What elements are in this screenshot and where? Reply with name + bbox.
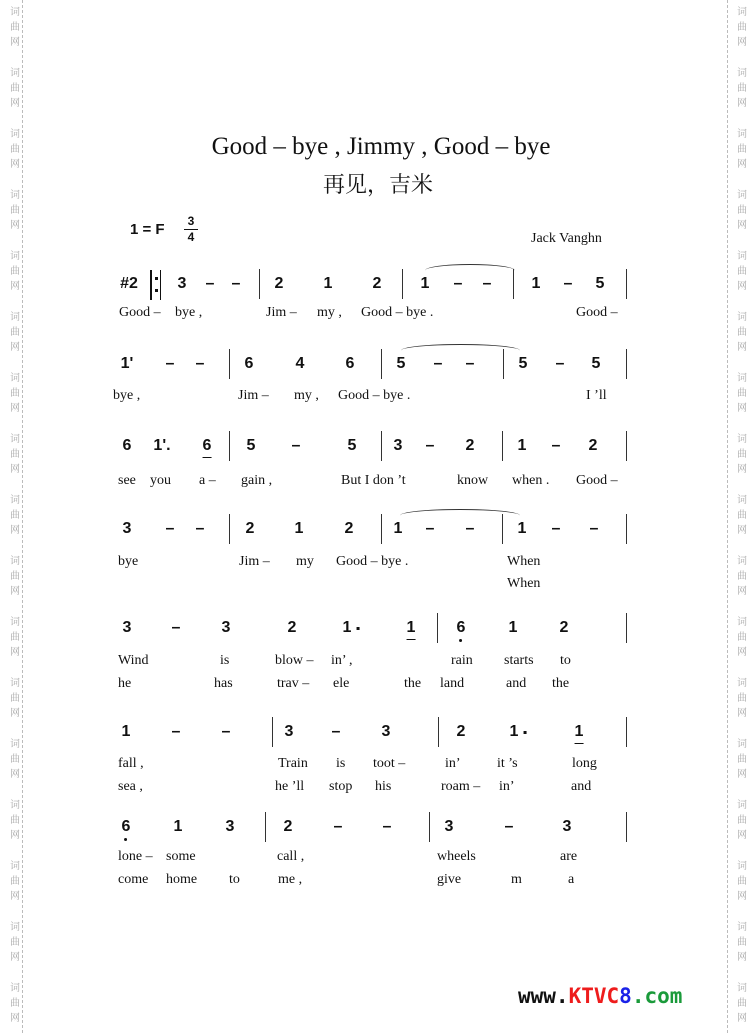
lyric-word: wheels	[437, 849, 476, 864]
key-signature: 1 = F	[130, 221, 165, 238]
side-watermark: 词 曲 网	[10, 434, 20, 475]
side-watermark: 词 曲 网	[10, 739, 20, 780]
lyric-word: home	[166, 872, 198, 887]
lyric-word: bye ,	[175, 305, 203, 320]
side-watermark: 词 曲 网	[737, 129, 747, 170]
lyric-word: bye	[118, 554, 139, 569]
lyric-word: know	[457, 473, 489, 488]
barline	[259, 269, 260, 299]
barline	[229, 431, 230, 461]
dash-extension: –	[453, 275, 463, 292]
lyric-word: the	[552, 676, 570, 691]
note: 1	[517, 520, 527, 537]
lyric-word: Good – bye .	[336, 554, 409, 569]
side-watermark: 词 曲 网	[737, 373, 747, 414]
lyric-word: to	[229, 872, 240, 887]
lyric-word: Good – bye .	[361, 305, 434, 320]
barline	[381, 514, 382, 544]
lyric-word: the	[404, 676, 422, 691]
lyric-word: my	[296, 554, 314, 569]
side-watermark: 词 曲 网	[737, 983, 747, 1024]
lyric-word: it ’s	[497, 756, 518, 771]
time-signature-top: 3	[187, 214, 195, 228]
lyric-word: a	[568, 872, 575, 887]
side-watermark: 词 曲 网	[10, 373, 20, 414]
key-prefix: #2	[120, 275, 138, 292]
lyric-word: ele	[333, 676, 350, 691]
barline	[229, 514, 230, 544]
side-watermark: 词 曲 网	[737, 739, 747, 780]
dash-extension: –	[291, 437, 301, 454]
lyric-word: bye ,	[113, 388, 141, 403]
lyric-word: m	[511, 872, 522, 887]
dash-extension: –	[382, 818, 392, 835]
barline	[265, 812, 266, 842]
lyric-word: are	[560, 849, 578, 864]
barline	[626, 514, 627, 544]
dash-extension: –	[433, 355, 443, 372]
lyric-word: When	[507, 554, 541, 569]
note: 2	[287, 619, 297, 636]
site-c: C	[606, 984, 620, 1008]
site-watermark	[518, 984, 682, 1008]
dash-extension: –	[425, 520, 435, 537]
note: 2	[344, 520, 354, 537]
lyric-word: in’ ,	[331, 653, 353, 668]
lyric-word: gain ,	[241, 473, 273, 488]
note: 1	[508, 619, 518, 636]
note: 3	[381, 723, 391, 740]
barline	[229, 349, 230, 379]
note: 5	[518, 355, 528, 372]
lyric-word: a –	[199, 473, 216, 488]
side-watermark: 词 曲 网	[737, 861, 747, 902]
site-ktv: KTV	[568, 984, 607, 1008]
barline	[626, 269, 627, 299]
side-watermark: 词 曲 网	[737, 495, 747, 536]
dash-extension: –	[551, 520, 561, 537]
barline	[272, 717, 273, 747]
note: 1	[510, 723, 519, 741]
lyric-word: fall ,	[118, 756, 144, 771]
side-watermark: 词 曲 网	[10, 251, 20, 292]
augmentation-dot	[356, 627, 359, 630]
lyric-word: land	[440, 676, 465, 691]
dash-extension: –	[195, 355, 205, 372]
lyric-word: my ,	[317, 305, 342, 320]
time-signature-bottom: 4	[187, 230, 195, 244]
dash-extension: –	[589, 520, 599, 537]
note: 2	[372, 275, 382, 292]
dash-extension: –	[551, 437, 561, 454]
note: 6	[203, 437, 212, 455]
note: 3	[225, 818, 235, 835]
lyric-word: Jim –	[239, 554, 270, 569]
side-watermark: 词 曲 网	[737, 7, 747, 48]
side-watermark: 词 曲 网	[737, 678, 747, 719]
low-octave-dot	[460, 639, 463, 642]
dash-extension: –	[165, 355, 175, 372]
note: 3	[122, 619, 132, 636]
lyric-word: in’	[499, 779, 515, 794]
song-subtitle-chinese: 再见，吉米	[322, 173, 433, 198]
side-watermark: 词 曲 网	[737, 68, 747, 109]
dash-extension: –	[165, 520, 175, 537]
lyric-word: starts	[504, 653, 534, 668]
lyric-word: Train	[278, 756, 308, 771]
lyric-word: rain	[451, 653, 473, 668]
note: 5	[347, 437, 357, 454]
note: 3	[444, 818, 454, 835]
side-watermark: 词 曲 网	[10, 129, 20, 170]
side-watermark: 词 曲 网	[737, 312, 747, 353]
eighth-underline	[407, 639, 416, 640]
lyric-word: is	[336, 756, 346, 771]
lyric-word: Jim –	[266, 305, 297, 320]
lyric-word: some	[166, 849, 196, 864]
lyric-word: Good – bye .	[338, 388, 411, 403]
barline	[626, 349, 627, 379]
note: 1	[294, 520, 304, 537]
note: 2	[283, 818, 293, 835]
note: 1	[531, 275, 541, 292]
site-8: 8	[619, 984, 632, 1008]
note: 1	[420, 275, 430, 292]
lyric-word: sea ,	[118, 779, 143, 794]
side-watermark: 词 曲 网	[737, 190, 747, 231]
lyric-word: has	[214, 676, 233, 691]
song-title: Good – bye , Jimmy , Good – bye	[211, 133, 551, 160]
lyric-word: Wind	[118, 653, 149, 668]
note: 1'.	[153, 437, 171, 454]
side-watermark: 词 曲 网	[737, 434, 747, 475]
lyric-word: you	[150, 473, 171, 488]
note: 3	[562, 818, 572, 835]
augmentation-dot	[523, 731, 526, 734]
dash-extension: –	[221, 723, 231, 740]
lyric-word: I ’ll	[586, 388, 607, 403]
dash-extension: –	[333, 818, 343, 835]
tie-slur	[425, 264, 515, 277]
lyric-word: call ,	[277, 849, 305, 864]
side-watermark: 词 曲 网	[737, 251, 747, 292]
dash-extension: –	[331, 723, 341, 740]
note: 1	[393, 520, 403, 537]
side-watermark: 词 曲 网	[737, 800, 747, 841]
side-watermark: 词 曲 网	[10, 922, 20, 963]
low-octave-dot	[125, 838, 128, 841]
lyric-word: my ,	[294, 388, 319, 403]
note: 3	[122, 520, 132, 537]
note: 3	[284, 723, 294, 740]
barline	[381, 349, 382, 379]
lyric-word: he	[118, 676, 132, 691]
dash-extension: –	[465, 520, 475, 537]
side-watermark: 词 曲 网	[10, 556, 20, 597]
lyric-word: stop	[329, 779, 353, 794]
dash-extension: –	[231, 275, 241, 292]
tie-slur	[400, 509, 520, 522]
lyric-word: to	[560, 653, 571, 668]
note: 2	[465, 437, 475, 454]
time-signature	[184, 215, 198, 244]
lyric-word: is	[220, 653, 230, 668]
note: 2	[456, 723, 466, 740]
note: 5	[591, 355, 601, 372]
lyric-word: trav –	[277, 676, 310, 691]
note: 2	[588, 437, 598, 454]
note: 6	[122, 818, 131, 836]
barline	[438, 717, 439, 747]
lyric-word: in’	[445, 756, 461, 771]
note: 4	[295, 355, 305, 372]
lyric-word: when .	[512, 473, 550, 488]
lyric-word: me ,	[278, 872, 303, 887]
side-watermark: 词 曲 网	[10, 495, 20, 536]
side-watermark: 词 曲 网	[737, 922, 747, 963]
dash-extension: –	[465, 355, 475, 372]
lyric-word: Good –	[576, 473, 618, 488]
side-watermark: 词 曲 网	[10, 800, 20, 841]
note: 1	[575, 723, 584, 741]
eighth-underline	[203, 457, 212, 458]
note: 3	[177, 275, 187, 292]
lyric-word: come	[118, 872, 149, 887]
dash-extension: –	[205, 275, 215, 292]
lyric-word: long	[572, 756, 597, 771]
side-watermark: 词 曲 网	[10, 68, 20, 109]
dash-extension: –	[425, 437, 435, 454]
note: 5	[246, 437, 256, 454]
barline	[626, 613, 627, 643]
dash-extension: –	[171, 723, 181, 740]
composer: Jack Vanghn	[531, 231, 602, 246]
note: 1	[121, 723, 131, 740]
dash-extension: –	[563, 275, 573, 292]
barline	[402, 269, 403, 299]
dash-extension: –	[555, 355, 565, 372]
tie-slur	[401, 344, 520, 357]
note: 1	[407, 619, 416, 637]
barline	[626, 431, 627, 461]
note: 6	[345, 355, 355, 372]
barline	[626, 812, 627, 842]
note: 1'	[120, 355, 134, 372]
lyric-word: lone –	[118, 849, 153, 864]
barline	[429, 812, 430, 842]
barline	[626, 717, 627, 747]
note: 2	[245, 520, 255, 537]
note: 3	[221, 619, 231, 636]
note: 5	[595, 275, 605, 292]
site-com: .com	[631, 984, 683, 1008]
lyric-word: and	[571, 779, 592, 794]
side-watermark: 词 曲 网	[10, 312, 20, 353]
dash-extension: –	[171, 619, 181, 636]
note: 6	[122, 437, 132, 454]
repeat-start-barline	[150, 270, 161, 300]
lyric-word: and	[506, 676, 527, 691]
side-watermark: 词 曲 网	[737, 617, 747, 658]
lyric-word: When	[507, 576, 541, 591]
lyric-word: toot –	[373, 756, 406, 771]
note: 6	[457, 619, 466, 637]
note: 2	[559, 619, 569, 636]
lyric-word: But I don ’t	[341, 473, 406, 488]
lyric-word: see	[118, 473, 136, 488]
side-watermark: 词 曲 网	[10, 190, 20, 231]
barline	[381, 431, 382, 461]
eighth-underline	[575, 743, 584, 744]
lyric-word: roam –	[441, 779, 481, 794]
lyric-word: Jim –	[238, 388, 269, 403]
lyric-word: he ’ll	[275, 779, 305, 794]
lyric-word: his	[375, 779, 392, 794]
barline	[502, 431, 503, 461]
dash-extension: –	[504, 818, 514, 835]
lyric-word: blow –	[275, 653, 314, 668]
note: 2	[274, 275, 284, 292]
side-watermark: 词 曲 网	[737, 556, 747, 597]
side-watermark: 词 曲 网	[10, 861, 20, 902]
dash-extension: –	[195, 520, 205, 537]
lyric-word: Good –	[119, 305, 161, 320]
note: 1	[517, 437, 527, 454]
note: 1	[343, 619, 352, 637]
side-watermark: 词 曲 网	[10, 617, 20, 658]
barline	[437, 613, 438, 643]
lyric-word: give	[437, 872, 462, 887]
note: 1	[323, 275, 333, 292]
note: 3	[393, 437, 403, 454]
side-watermark: 词 曲 网	[10, 7, 20, 48]
lyric-word: Good –	[576, 305, 618, 320]
side-watermark: 词 曲 网	[10, 983, 20, 1024]
dash-extension: –	[482, 275, 492, 292]
side-watermark: 词 曲 网	[10, 678, 20, 719]
note: 5	[396, 355, 406, 372]
note: 6	[244, 355, 254, 372]
site-www: www.	[518, 984, 569, 1008]
note: 1	[173, 818, 183, 835]
